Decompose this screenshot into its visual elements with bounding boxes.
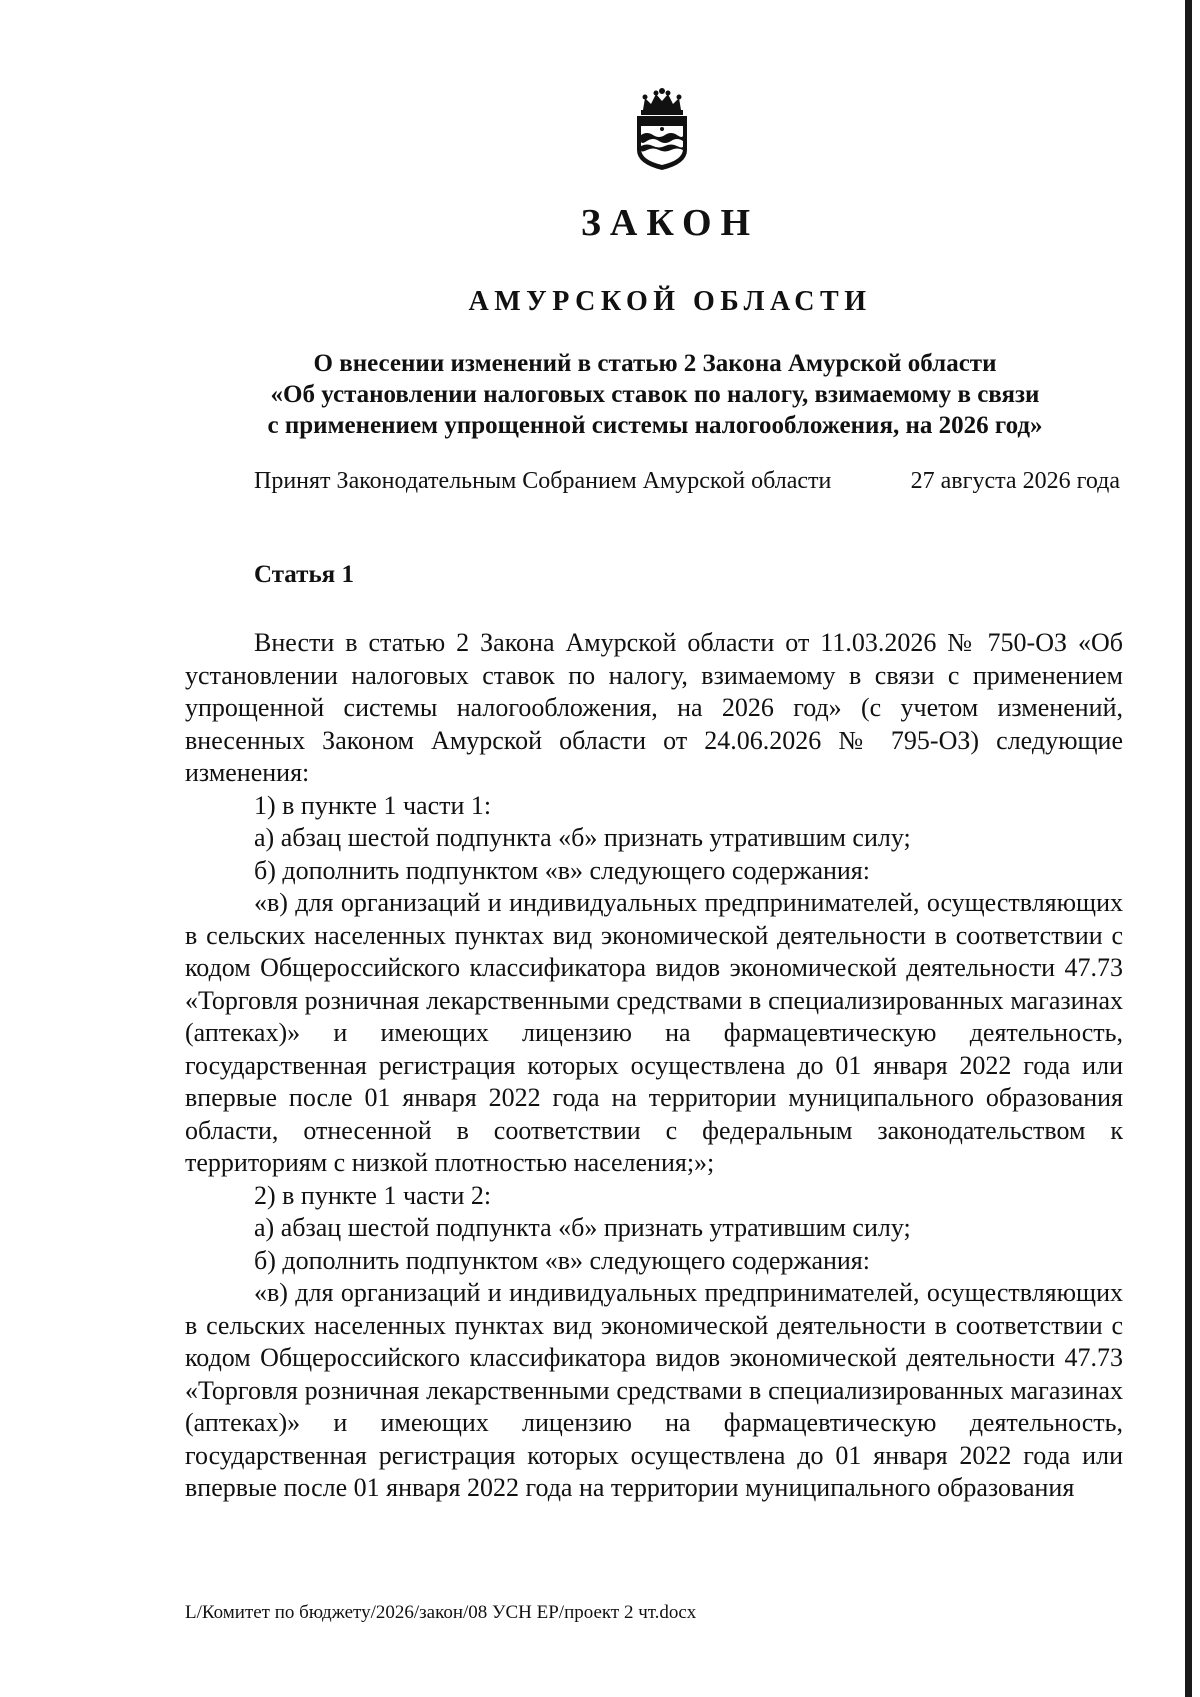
law-subject-line: О внесении изменений в статью 2 Закона Амурской области <box>313 350 997 377</box>
body-paragraph: «в) для организаций и индивидуальных предпринимателей, осуществляющих в сельских населенных пунктах вид экономической деятельности в соответствии с кодом Общероссийского классификатора видов экономической деятельности 47.73 «Торговля розничная лекарственными средствами в специализированных магазинах (аптеках)» и имеющих лицензию на фармацевтическую деятельность, государственная регистрация которых осуществлена до 01 января 2022 года или впервые после 01 января 2022 года на территории муниципального образования <box>185 1278 1123 1502</box>
law-subject-line: «Об установлении налоговых ставок по налогу, взимаемому в связи <box>270 381 1040 408</box>
body-paragraph: 2) в пункте 1 части 2: <box>254 1180 492 1210</box>
scan-page-edge <box>1185 0 1192 1697</box>
body-paragraph: б) дополнить подпунктом «в» следующего содержания: <box>254 855 870 885</box>
body-paragraph: а) абзац шестой подпункта «б» признать утратившим силу; <box>254 1213 911 1242</box>
article-heading: Статья 1 <box>254 561 354 588</box>
body-paragraph: 1) в пункте 1 части 1: <box>254 790 492 820</box>
body-paragraph: б) дополнить подпунктом «в» следующего содержания: <box>254 1245 870 1275</box>
adoption-line <box>254 468 1120 495</box>
law-subject <box>185 348 1125 441</box>
document-region: АМУРСКОЙ ОБЛАСТИ <box>468 286 872 317</box>
body-paragraph: а) абзац шестой подпункта «б» признать утратившим силу; <box>254 823 911 852</box>
body-paragraph: «в) для организаций и индивидуальных предпринимателей, осуществляющих в сельских населенных пунктах вид экономической деятельности в соответствии с кодом Общероссийского классификатора видов экономической деятельности 47.73 «Торговля розничная лекарственными средствами в специализированных магазинах (аптеках)» и имеющих лицензию на фармацевтическую деятельность, государственная регистрация которых осуществлена до 01 января 2022 года или впервые после 01 января 2022 года на территории муниципального образования области, отнесенной в соответствии с федеральным законодательством к территориям с низкой плотностью населения;»; <box>185 888 1123 1177</box>
adopted-by: Принят Законодательным Собранием Амурской области <box>254 468 832 494</box>
adopted-date: 27 августа 2026 года <box>910 468 1120 494</box>
document-title: ЗАКОН <box>580 202 760 244</box>
amur-oblast-coat-of-arms-icon <box>631 88 693 172</box>
law-subject-line: с применением упрощенной системы налогообложения, на 2026 год» <box>267 412 1043 439</box>
body-paragraph: Внести в статью 2 Закона Амурской области от 11.03.2026 № 750-ОЗ «Об установлении налоговых ставок по налогу, взимаемому в связи с применением упрощенной системы налогообложения, на 2026 год» (с учетом изменений, внесенных Законом Амурской области от 24.06.2026 № 795-ОЗ) следующие изменения: <box>185 628 1123 787</box>
article-body <box>185 627 1123 1505</box>
file-path-footer: L/Комитет по бюджету/2026/закон/08 УСН ЕР/проект 2 чт.docx <box>185 1602 697 1623</box>
